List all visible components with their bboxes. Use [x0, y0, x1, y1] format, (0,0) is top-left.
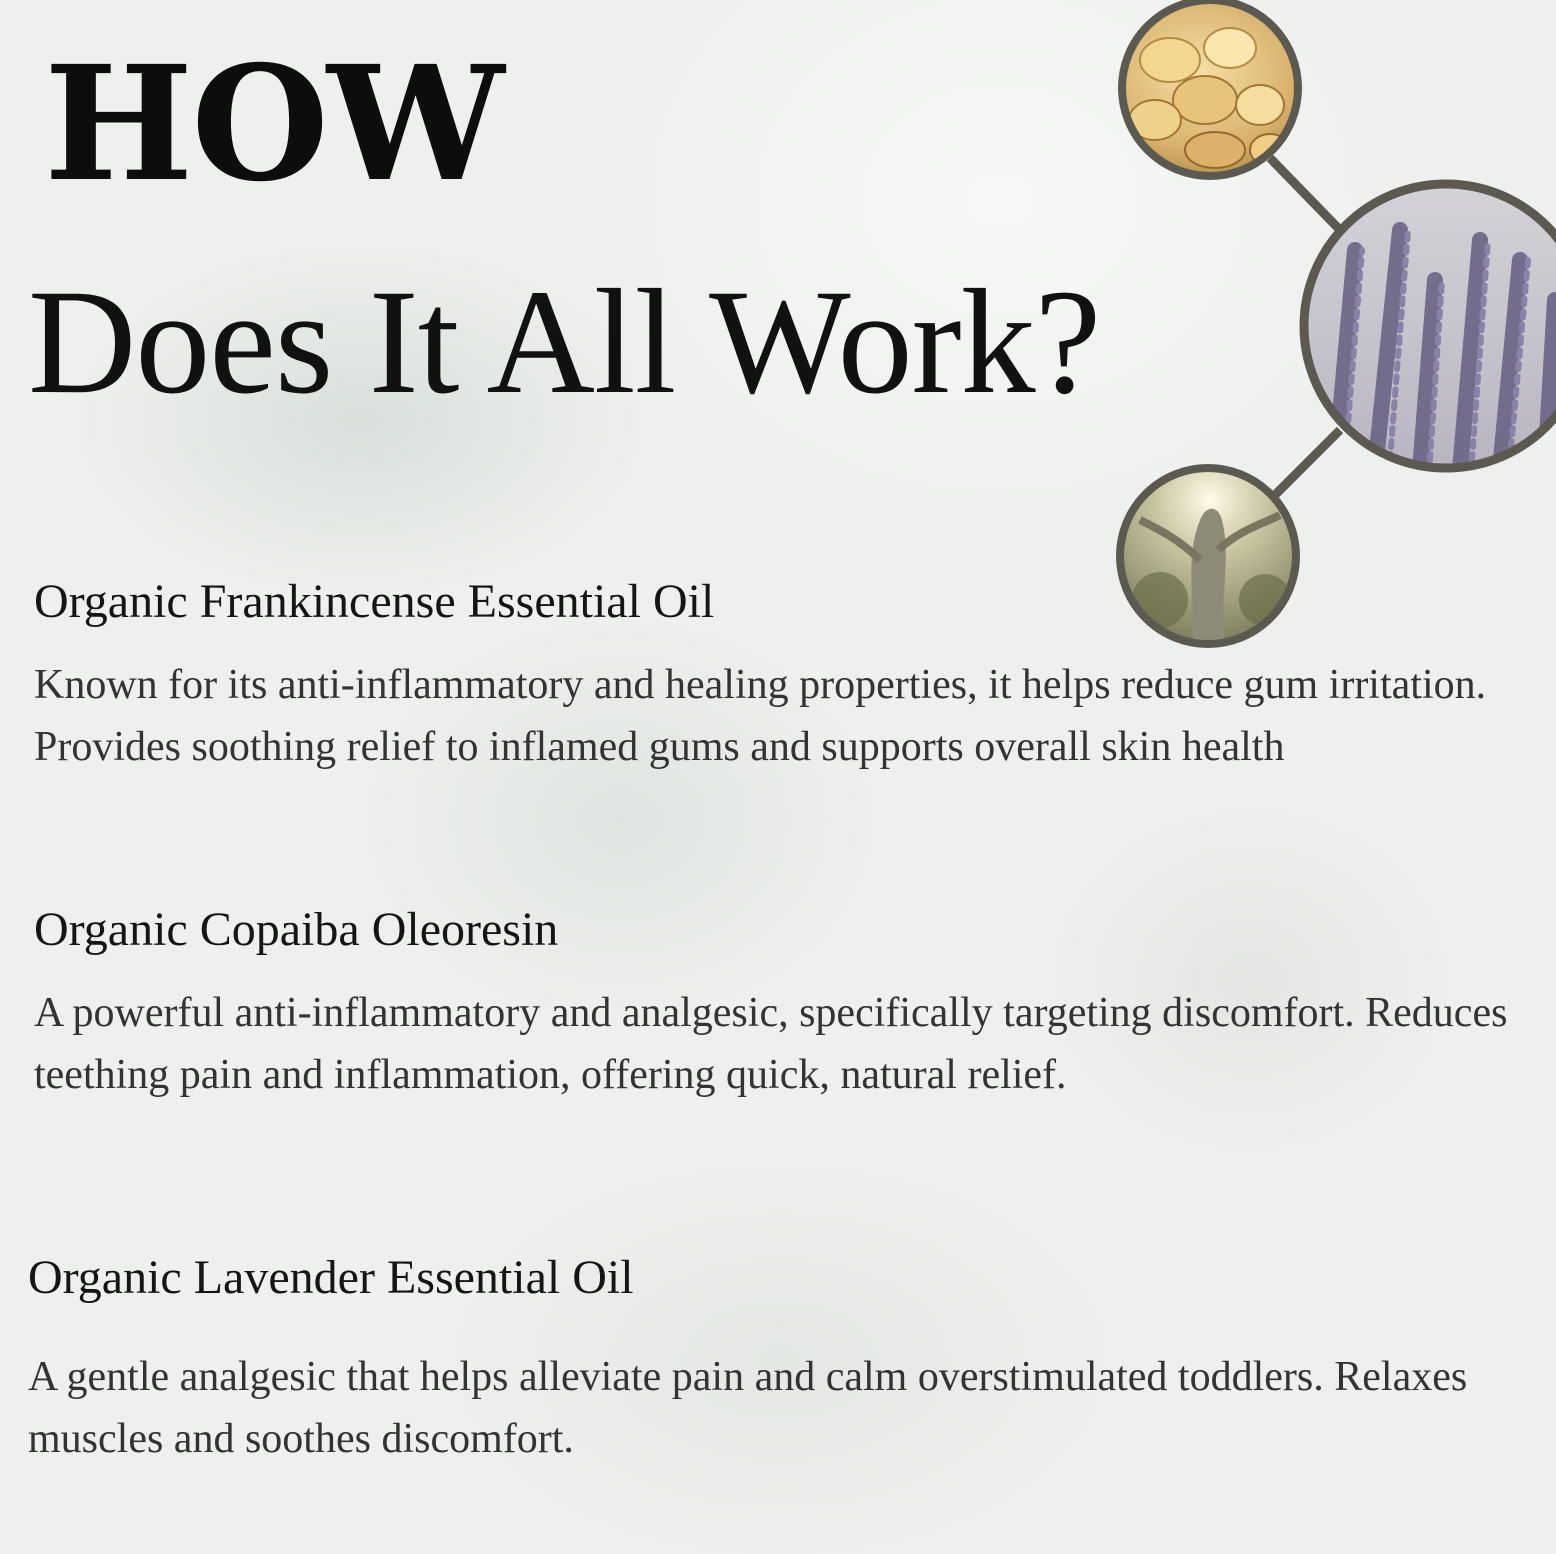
ingredient-frankincense — [34, 572, 1514, 778]
ingredient-name: Organic Frankincense Essential Oil — [34, 575, 715, 628]
ingredient-description: Known for its anti-inflammatory and healing properties, it helps reduce gum irritation. Provides soothing relief to inflamed gums and supports overall skin health — [34, 662, 1487, 770]
frankincense-photo — [1100, 0, 1320, 180]
connector-line — [1270, 158, 1340, 230]
ingredient-photo-cluster — [1100, 0, 1556, 670]
ingredient-name: Organic Copaiba Oleoresin — [34, 903, 559, 956]
title-how: HOW — [44, 32, 503, 217]
connector-line — [1272, 430, 1340, 498]
ingredient-description: A gentle analgesic that helps alleviate pain and calm overstimulated toddlers. Relaxes muscles and soothes discomfort. — [28, 1354, 1468, 1462]
ingredient-name: Organic Lavender Essential Oil — [28, 1251, 634, 1304]
ingredient-copaiba — [34, 900, 1514, 1106]
ingredient-description: A powerful anti-inflammatory and analgesic, specifically targeting discomfort. Reduces teething pain and inflammation, offering quick, natural relief. — [34, 990, 1508, 1098]
title-subtitle: Does It All Work? — [28, 259, 1101, 425]
ingredient-lavender — [28, 1248, 1508, 1470]
